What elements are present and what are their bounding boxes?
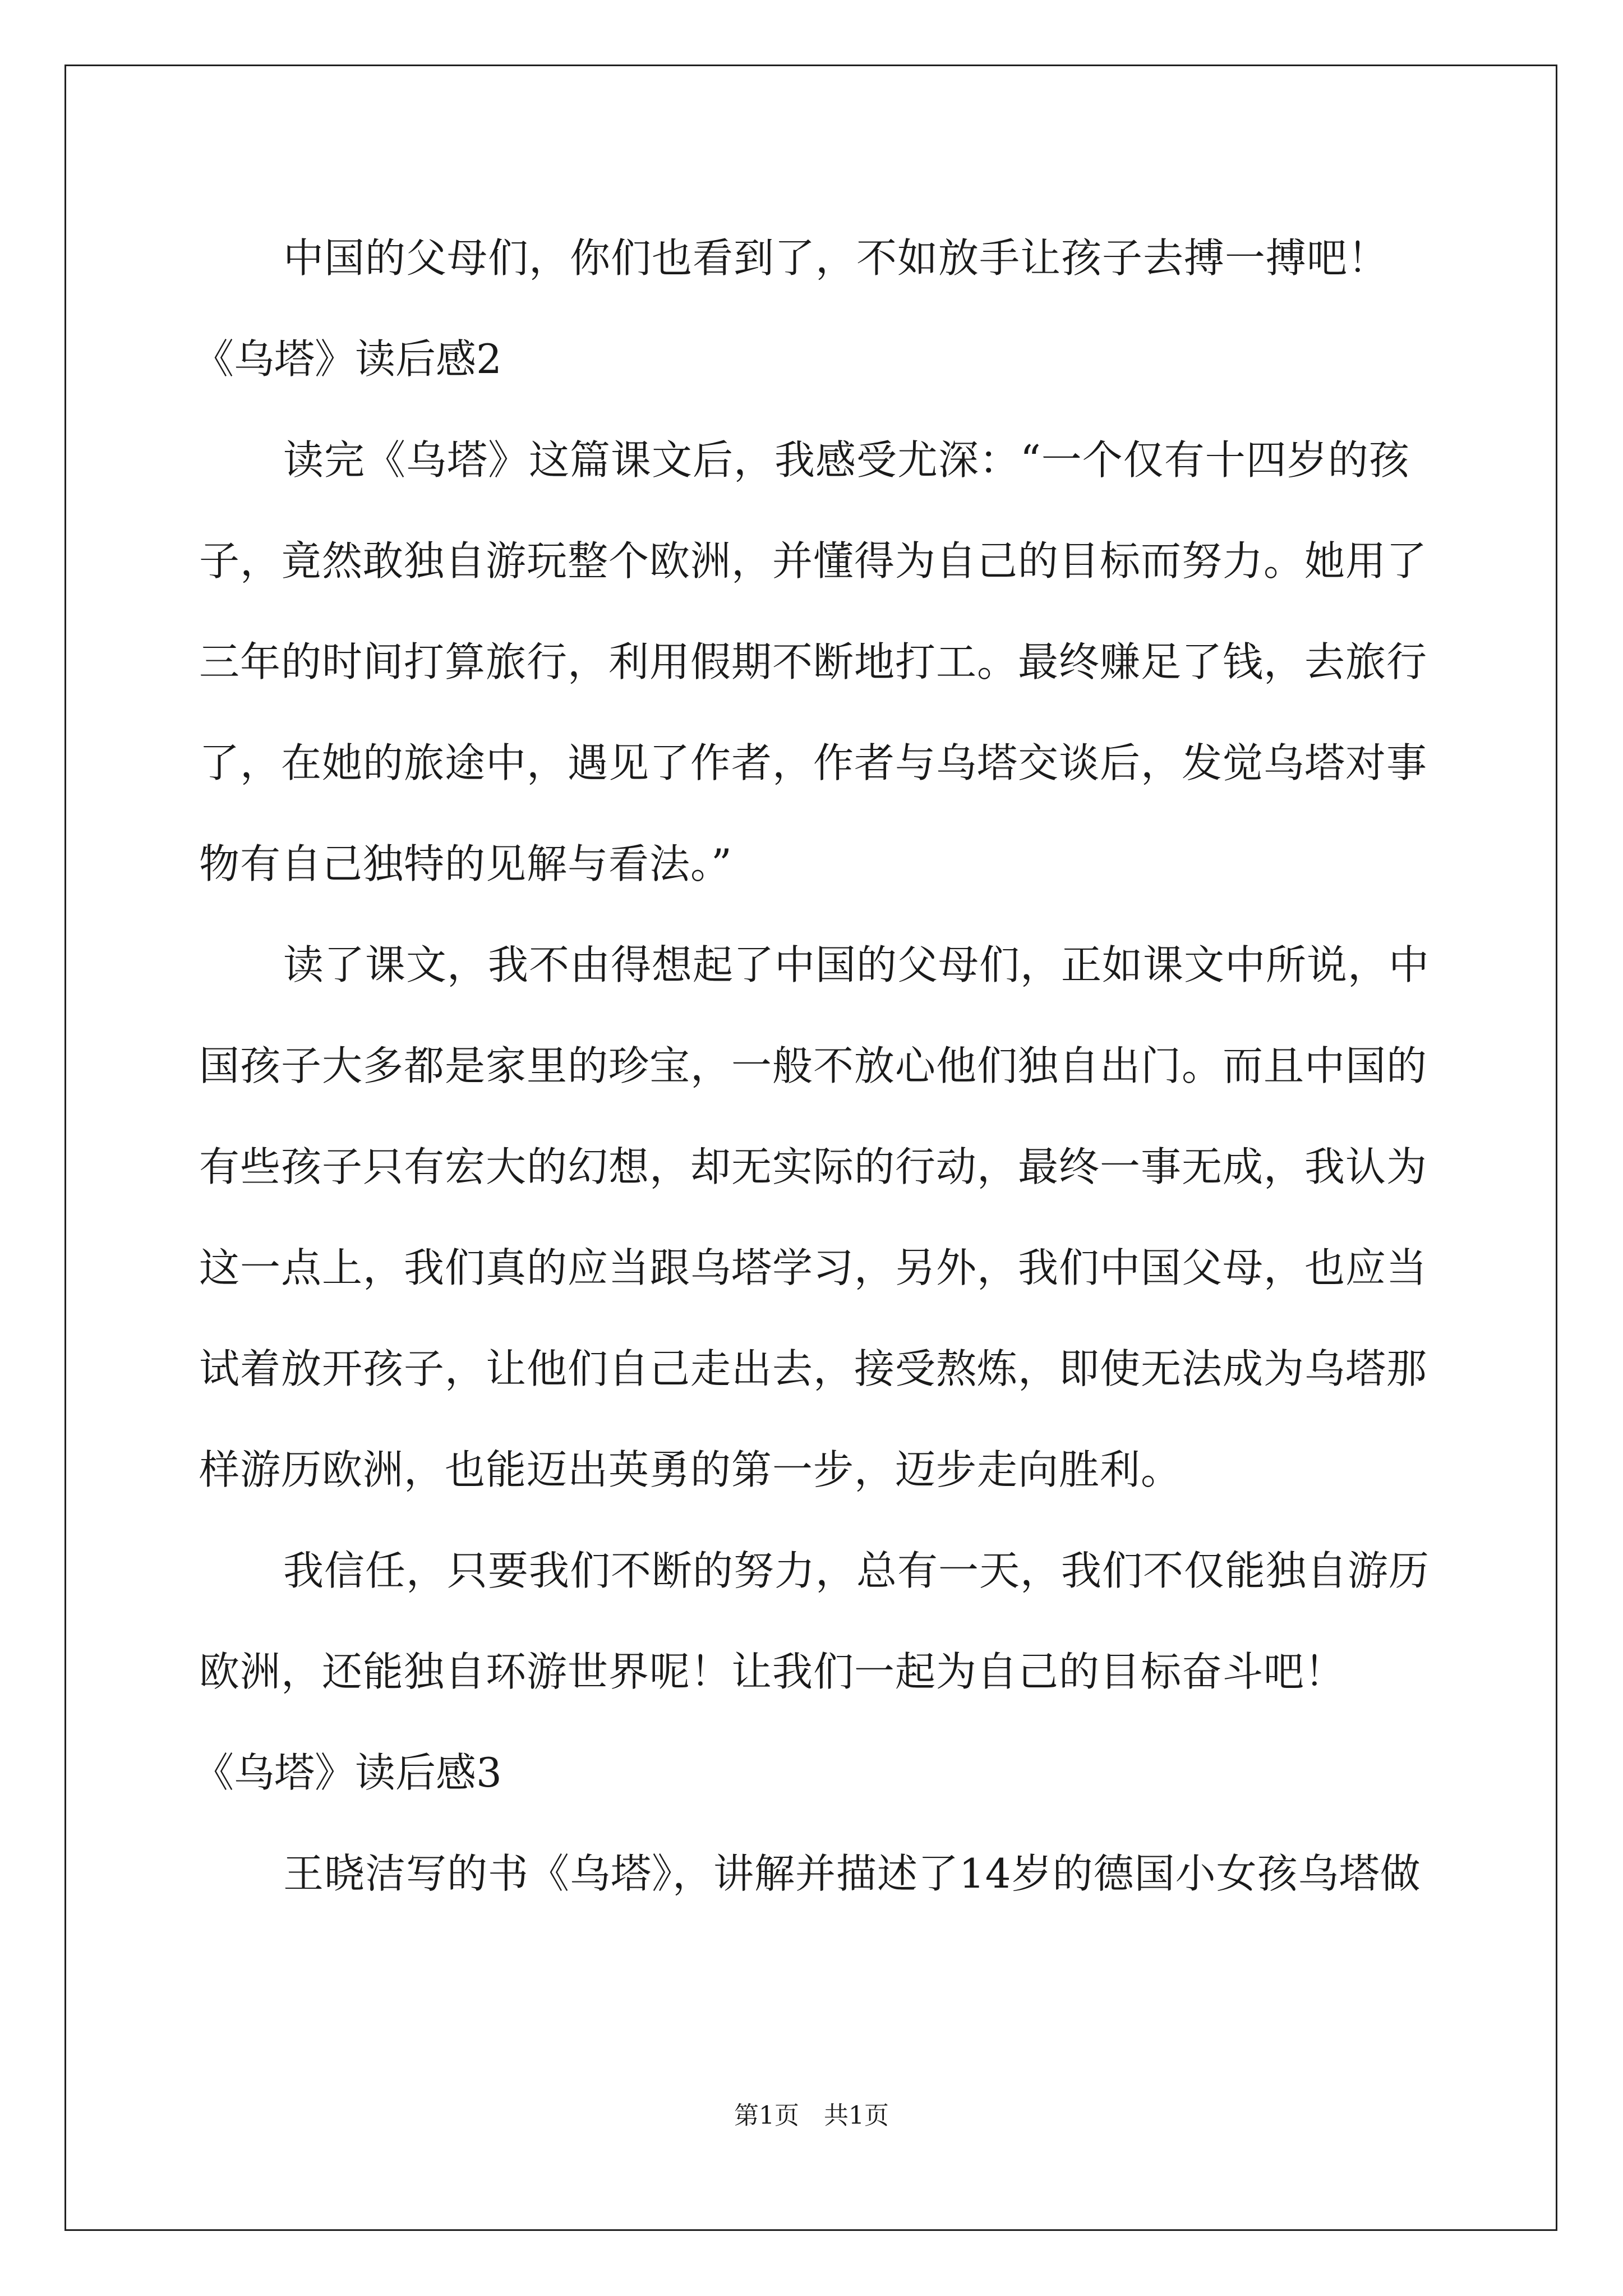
paragraph-line: 子，竟然敢独自游玩整个欧洲，并懂得为自己的目标而努力。她用了 bbox=[199, 537, 1428, 585]
paragraph-line: 物有自己独特的见解与看法。” bbox=[199, 840, 732, 887]
section-heading: 《乌塔》读后感3 bbox=[193, 1749, 502, 1796]
paragraph-line: 我信任，只要我们不断的努力，总有一天，我们不仅能独自游历 bbox=[283, 1547, 1430, 1594]
paragraph-line: 王晓洁写的书《乌塔》，讲解并描述了14岁的德国小女孩乌塔做 bbox=[283, 1850, 1421, 1897]
paragraph-line: 中国的父母们，你们也看到了，不如放手让孩子去搏一搏吧！ bbox=[283, 234, 1389, 282]
paragraph-line: 国孩子大多都是家里的珍宝，一般不放心他们独自出门。而且中国的 bbox=[199, 1042, 1428, 1089]
paragraph-line: 欧洲，还能独自环游世界呢！让我们一起为自己的目标奋斗吧！ bbox=[199, 1648, 1346, 1695]
paragraph-line: 试着放开孩子，让他们自己走出去，接受熬炼，即使无法成为乌塔那 bbox=[199, 1345, 1428, 1392]
paragraph-line: 有些孩子只有宏大的幻想，却无实际的行动，最终一事无成，我认为 bbox=[199, 1143, 1428, 1190]
section-heading: 《乌塔》读后感2 bbox=[193, 335, 502, 383]
document-body bbox=[193, 208, 1430, 1924]
page-number-footer: 第1页 共1页 bbox=[734, 2101, 889, 2130]
paragraph-line: 三年的时间打算旅行，利用假期不断地打工。最终赚足了钱，去旅行 bbox=[199, 638, 1428, 685]
paragraph-line: 了，在她的旅途中，遇见了作者，作者与乌塔交谈后，发觉乌塔对事 bbox=[199, 739, 1428, 786]
paragraph-line: 读完《乌塔》这篇课文后，我感受尤深：“一个仅有十四岁的孩 bbox=[283, 436, 1410, 484]
paragraph-line: 这一点上，我们真的应当跟乌塔学习，另外，我们中国父母，也应当 bbox=[199, 1244, 1428, 1291]
paragraph-line: 读了课文，我不由得想起了中国的父母们，正如课文中所说，中 bbox=[283, 941, 1430, 988]
paragraph-line: 样游历欧洲，也能迈出英勇的第一步，迈步走向胜利。 bbox=[199, 1446, 1182, 1493]
